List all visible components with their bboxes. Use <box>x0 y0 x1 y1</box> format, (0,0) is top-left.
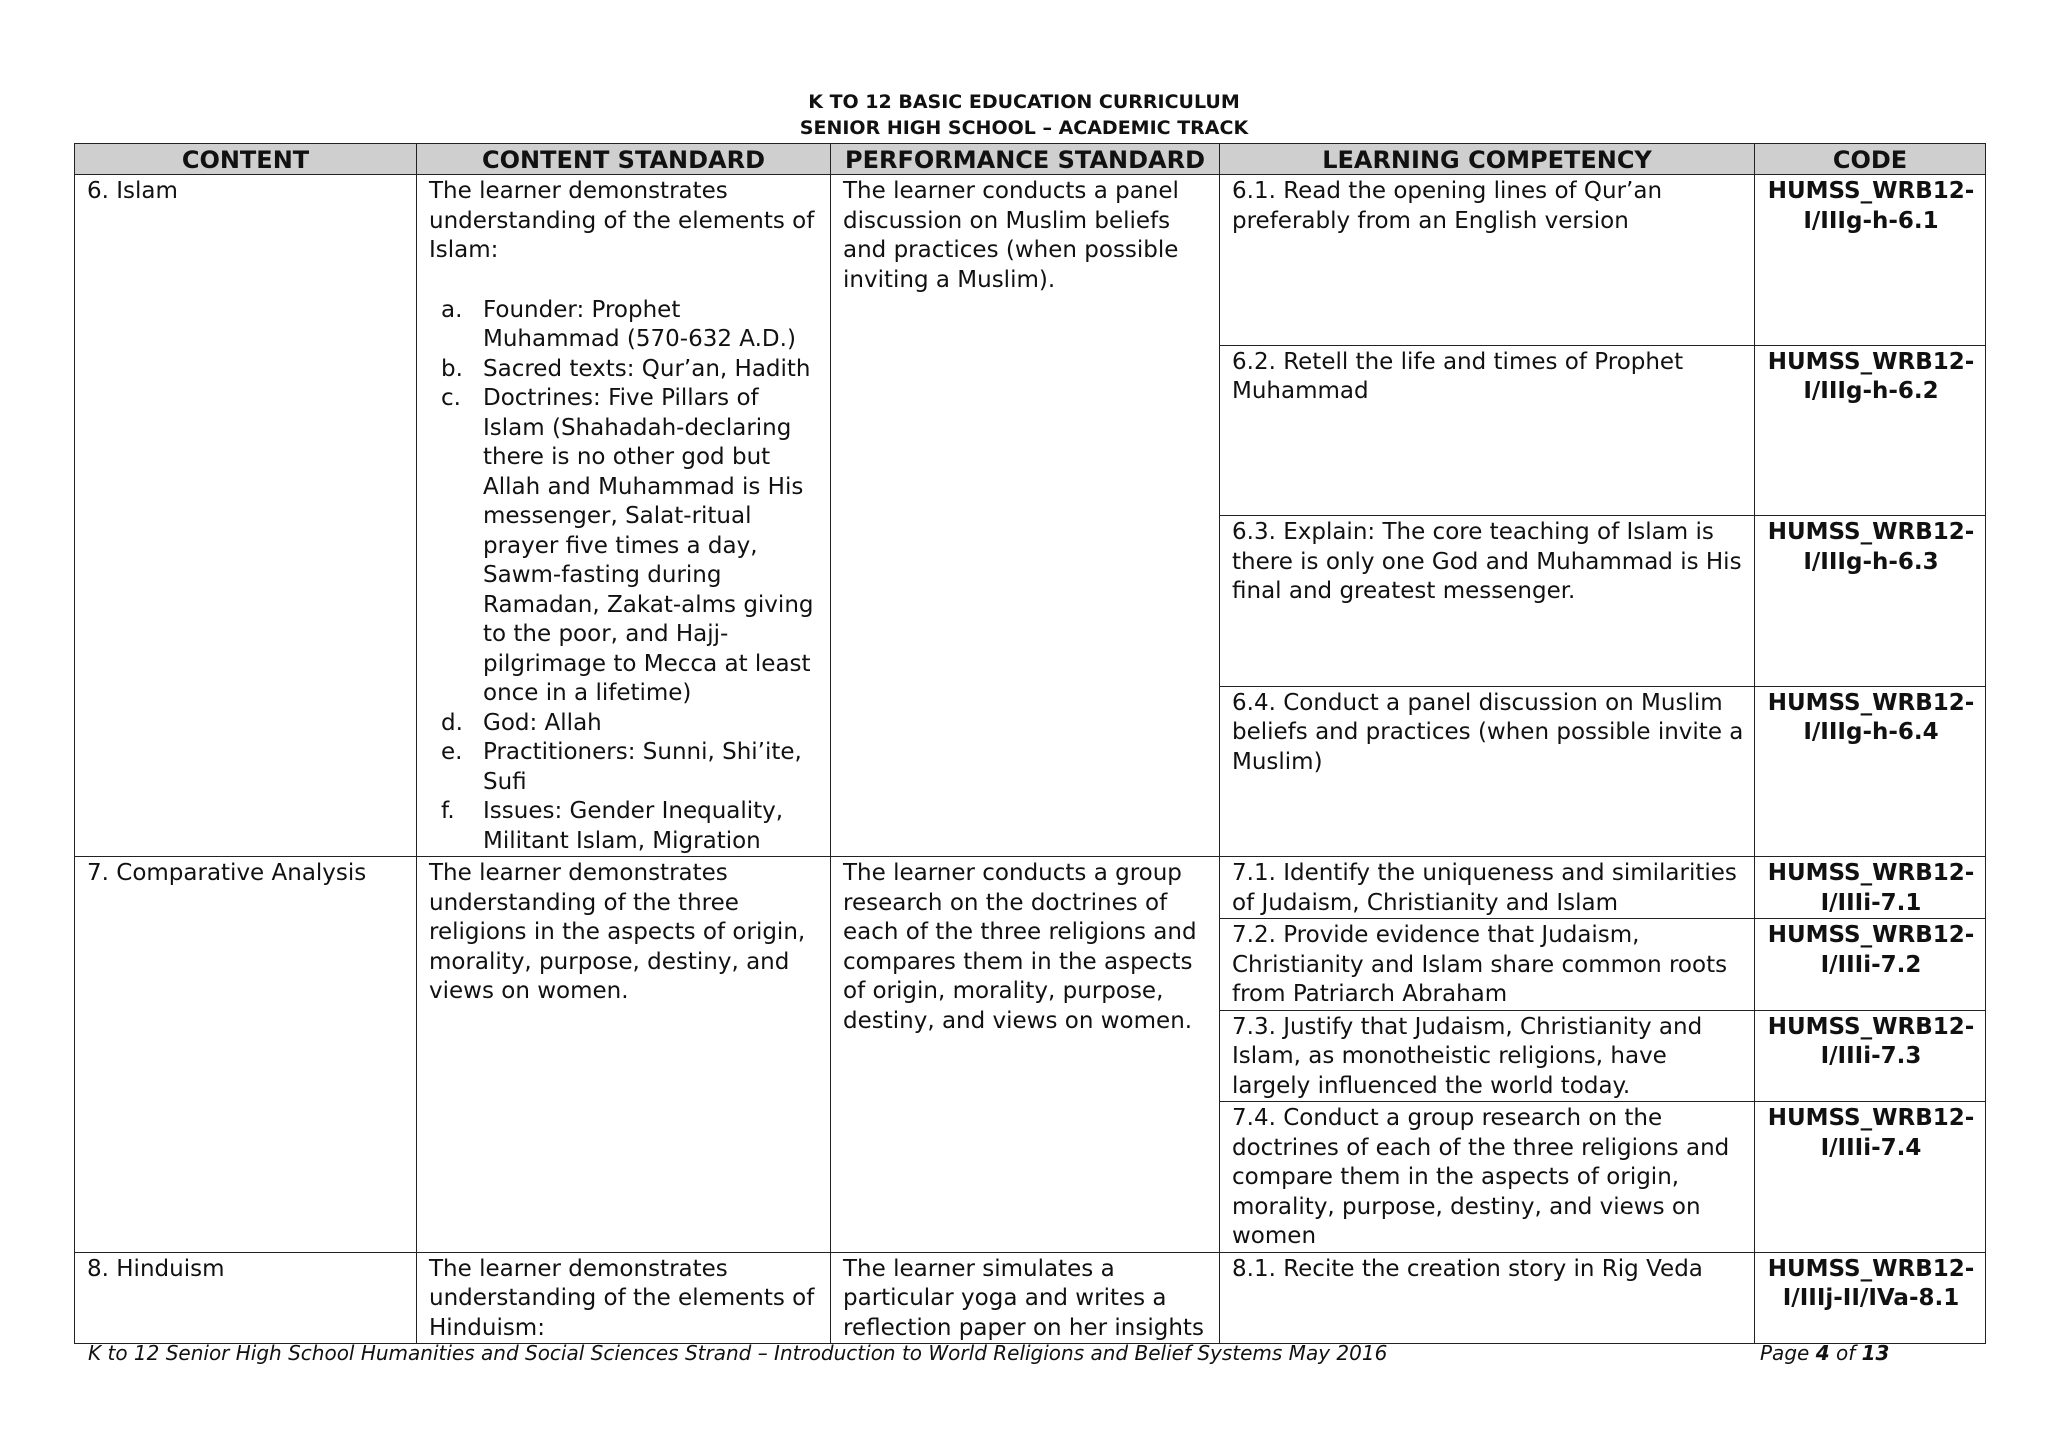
code-cell: HUMSS_WRB12-I/IIIg-h-6.1 <box>1755 175 1986 346</box>
learning-competency-cell: 6.2. Retell the life and times of Prophet Muhammad <box>1220 345 1755 516</box>
code-cell: HUMSS_WRB12-I/IIIg-h-6.3 <box>1755 516 1986 687</box>
list-item: d. God: Allah <box>441 709 602 736</box>
table-header-row <box>75 144 1986 175</box>
code-cell: HUMSS_WRB12-I/IIIg-h-6.2 <box>1755 345 1986 516</box>
content-cell: 6. Islam <box>75 175 417 857</box>
column-header-code: CODE <box>1755 144 1986 175</box>
document-subtitle: SENIOR HIGH SCHOOL – ACADEMIC TRACK <box>799 117 1249 139</box>
content-standard-intro: The learner demonstrates understanding of the elements of Islam: <box>429 178 815 263</box>
column-header-content-standard: CONTENT STANDARD <box>417 144 831 175</box>
content-standard-cell: The learner demonstrates understanding of the three religions in the aspects of origin, morality, purpose, destiny, and views on women. <box>417 857 831 1253</box>
column-header-performance-standard: PERFORMANCE STANDARD <box>831 144 1220 175</box>
column-header-content: CONTENT <box>75 144 417 175</box>
column-header-learning-competency: LEARNING COMPETENCY <box>1220 144 1755 175</box>
content-standard-cell <box>417 175 831 857</box>
footer-document-title: K to 12 Senior High School Humanities and Social Sciences Strand – Introduction to World Religions and Belief Systems May 2016 <box>88 1341 1388 1365</box>
learning-competency-cell: 6.1. Read the opening lines of Qur’an preferably from an English version <box>1220 175 1755 346</box>
performance-standard-cell: The learner conducts a panel discussion on Muslim beliefs and practices (when possible inviting a Muslim). <box>831 175 1220 857</box>
list-item: e. Practitioners: Sunni, Shi’ite, Sufi <box>441 739 802 795</box>
code-cell: HUMSS_WRB12-I/IIIj-II/IVa-8.1 <box>1755 1252 1986 1344</box>
learning-competency-cell: 7.3. Justify that Judaism, Christianity and Islam, as monotheistic religions, have largely influenced the world today. <box>1220 1010 1755 1102</box>
performance-standard-cell: The learner conducts a group research on the doctrines of each of the three religions and compares them in the aspects of origin, morality, purpose, destiny, and views on women. <box>831 857 1220 1253</box>
list-item: a. Founder: Prophet Muhammad (570-632 A.D.) <box>441 296 796 352</box>
table-row <box>75 857 1986 919</box>
table-row <box>75 175 1986 346</box>
content-cell: 7. Comparative Analysis <box>75 857 417 1253</box>
performance-standard-cell: The learner simulates a particular yoga and writes a reflection paper on her insights <box>831 1252 1220 1344</box>
code-cell: HUMSS_WRB12-I/IIIi-7.1 <box>1755 857 1986 919</box>
learning-competency-cell: 7.4. Conduct a group research on the doctrines of each of the three religions and compare them in the aspects of origin, morality, purpose, destiny, and views on women <box>1220 1102 1755 1253</box>
learning-competency-cell: 6.4. Conduct a panel discussion on Muslim beliefs and practices (when possible invite a Muslim) <box>1220 686 1755 857</box>
code-cell: HUMSS_WRB12-I/IIIi-7.3 <box>1755 1010 1986 1102</box>
content-standard-cell: The learner demonstrates understanding of the elements of Hinduism: <box>417 1252 831 1344</box>
list-item: b. Sacred texts: Qur’an, Hadith <box>441 355 811 382</box>
code-cell: HUMSS_WRB12-I/IIIg-h-6.4 <box>1755 686 1986 857</box>
document-title: K TO 12 BASIC EDUCATION CURRICULUM <box>808 91 1240 113</box>
learning-competency-cell: 8.1. Recite the creation story in Rig Veda <box>1220 1252 1755 1344</box>
curriculum-table <box>74 143 1986 1344</box>
learning-competency-cell: 7.2. Provide evidence that Judaism, Christianity and Islam share common roots from Patriarch Abraham <box>1220 919 1755 1011</box>
footer-page-number: Page 4 of 13 <box>1760 1341 1890 1365</box>
learning-competency-cell: 7.1. Identify the uniqueness and similarities of Judaism, Christianity and Islam <box>1220 857 1755 919</box>
table-row <box>75 1252 1986 1344</box>
content-standard-list <box>429 296 820 857</box>
code-cell: HUMSS_WRB12-I/IIIi-7.4 <box>1755 1102 1986 1253</box>
list-item: c. Doctrines: Five Pillars of Islam (Shahadah-declaring there is no other god but Allah and Muhammad is His messenger, Salat-ritual prayer five times a day, Sawm-fasting during Ramadan, Zakat-alms giving to the poor, and Hajj-pilgrimage to Mecca at least once in a lifetime) <box>441 385 814 706</box>
list-item: f. Issues: Gender Inequality, Militant Islam, Migration <box>441 798 784 854</box>
code-cell: HUMSS_WRB12-I/IIIi-7.2 <box>1755 919 1986 1011</box>
learning-competency-cell: 6.3. Explain: The core teaching of Islam is there is only one God and Muhammad is His final and greatest messenger. <box>1220 516 1755 687</box>
content-cell: 8. Hinduism <box>75 1252 417 1344</box>
